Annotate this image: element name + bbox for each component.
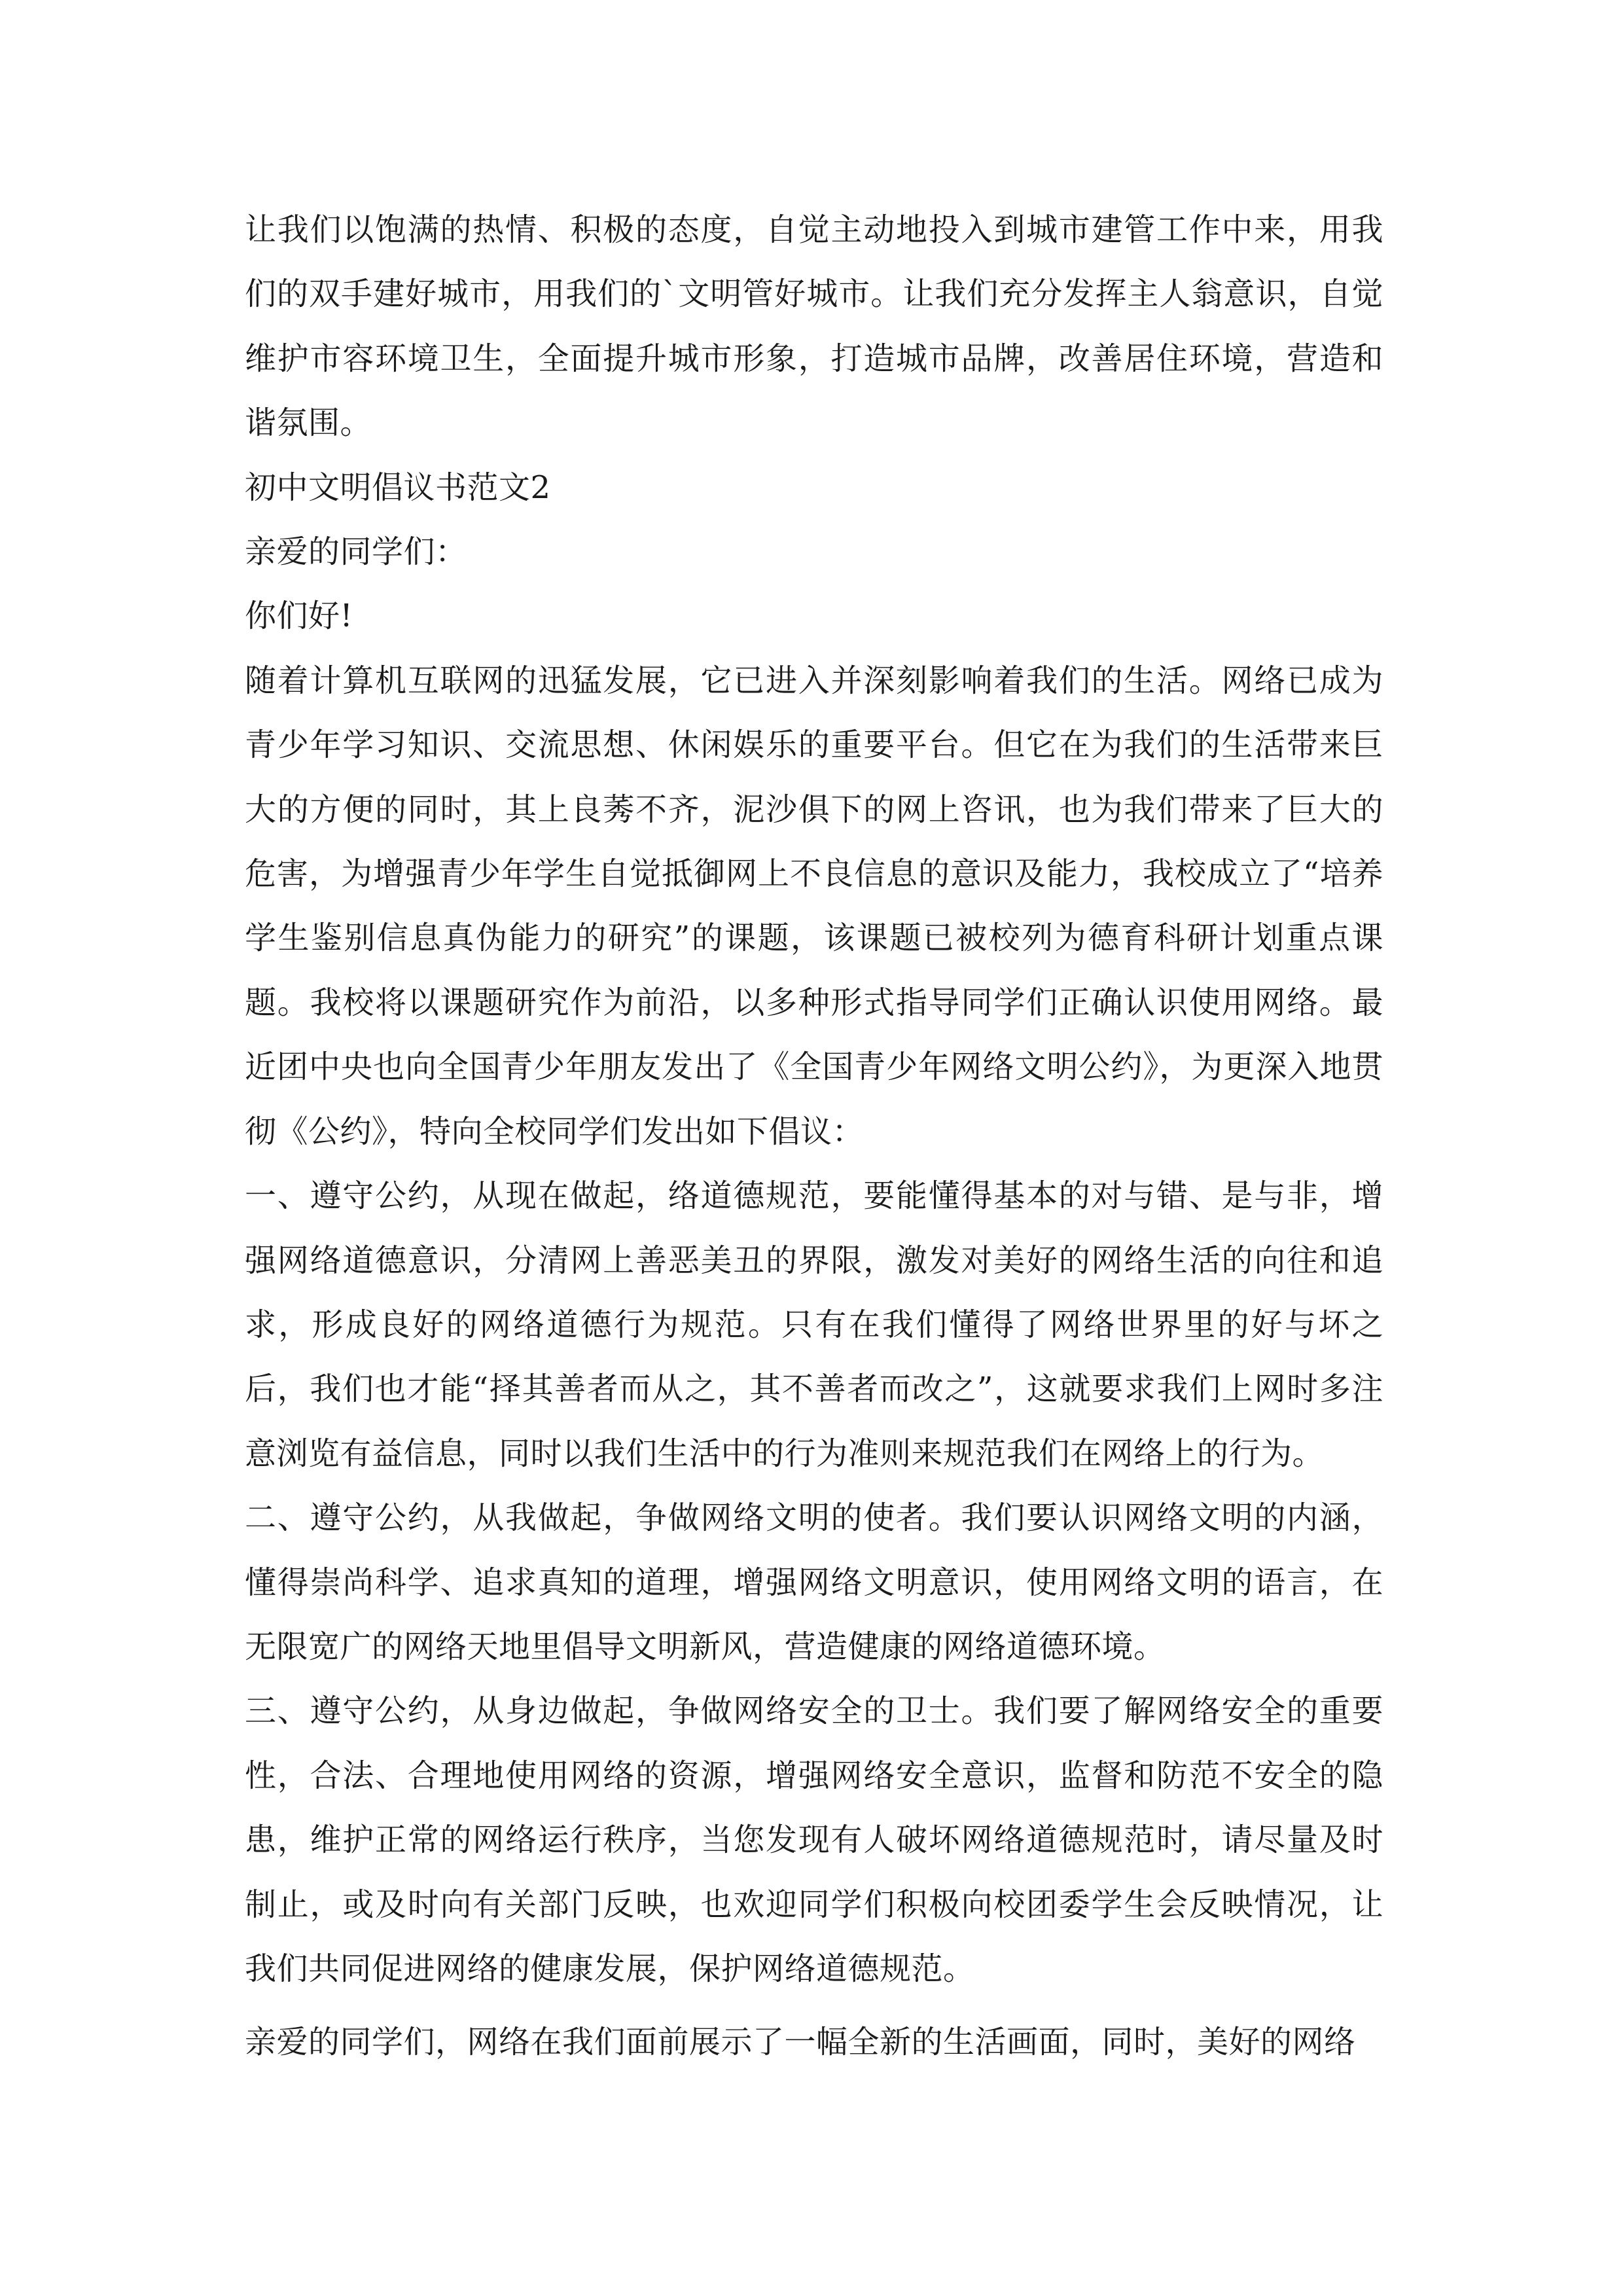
paragraph-introduction: 随着计算机互联网的迅猛发展，它已进入并深刻影响着我们的生活。网络已成为青少年学习知识、交流思想、休闲娱乐的重要平台。但它在为我们的生活带来巨大的方便的同时，其上良莠不齐，泥沙俱下的网上咨讯，也为我们带来了巨大的危害，为增强青少年学生自觉抵御网上不良信息的意识及能力，我校成立了“培养学生鉴别信息真伪能力的研究”的课题，该课题已被校列为德育科研计划重点课题。我校将以课题研究作为前沿，以多种形式指导同学们正确认识使用网络。最近团中央也向全国青少年朋友发出了《全国青少年网络文明公约》，为更深入地贯彻《公约》，特向全校同学们发出如下倡议：: [245, 662, 1383, 1150]
section-title: 初中文明倡议书范文2: [245, 469, 551, 506]
greeting: 你们好!: [245, 598, 353, 635]
paragraph-proposal-2: 二、遵守公约，从我做起，争做网络文明的使者。我们要认识网络文明的内涵，懂得崇尚科学、追求真知的道理，增强网络文明意识，使用网络文明的语言，在无限宽广的网络天地里倡导文明新风，营造健康的网络道德环境。: [245, 1499, 1383, 1665]
paragraph-proposal-3: 三、遵守公约，从身边做起，争做网络安全的卫士。我们要了解网络安全的重要性，合法、合理地使用网络的资源，增强网络安全意识，监督和防范不安全的隐患，维护正常的网络运行秩序，当您发现有人破坏网络道德规范时，请尽量及时制止，或及时向有关部门反映，也欢迎同学们积极向校团委学生会反映情况，让我们共同促进网络的健康发展，保护网络道德规范。: [245, 1693, 1383, 1987]
paragraph-proposal-1: 一、遵守公约，从现在做起，络道德规范，要能懂得基本的对与错、是与非，增强网络道德意识，分清网上善恶美丑的界限，激发对美好的网络生活的向往和追求，形成良好的网络道德行为规范。只有在我们懂得了网络世界里的好与坏之后，我们也才能“择其善者而从之，其不善者而改之”，这就要求我们上网时多注意浏览有益信息，同时以我们生活中的行为准则来规范我们在网络上的行为。: [245, 1177, 1383, 1472]
paragraph-conclusion: 亲爱的同学们，网络在我们面前展示了一幅全新的生活画面，同时，美好的网络: [245, 2024, 1356, 2061]
salutation: 亲爱的同学们：: [245, 533, 467, 571]
document-body: [245, 198, 1383, 2075]
paragraph-closing-appeal: 让我们以饱满的热情、积极的态度，自觉主动地投入到城市建管工作中来，用我们的双手建好城市，用我们的`文明管好城市。让我们充分发挥主人翁意识，自觉维护市容环境卫生，全面提升城市形象，打造城市品牌，改善居住环境，营造和谐氛围。: [245, 211, 1383, 442]
